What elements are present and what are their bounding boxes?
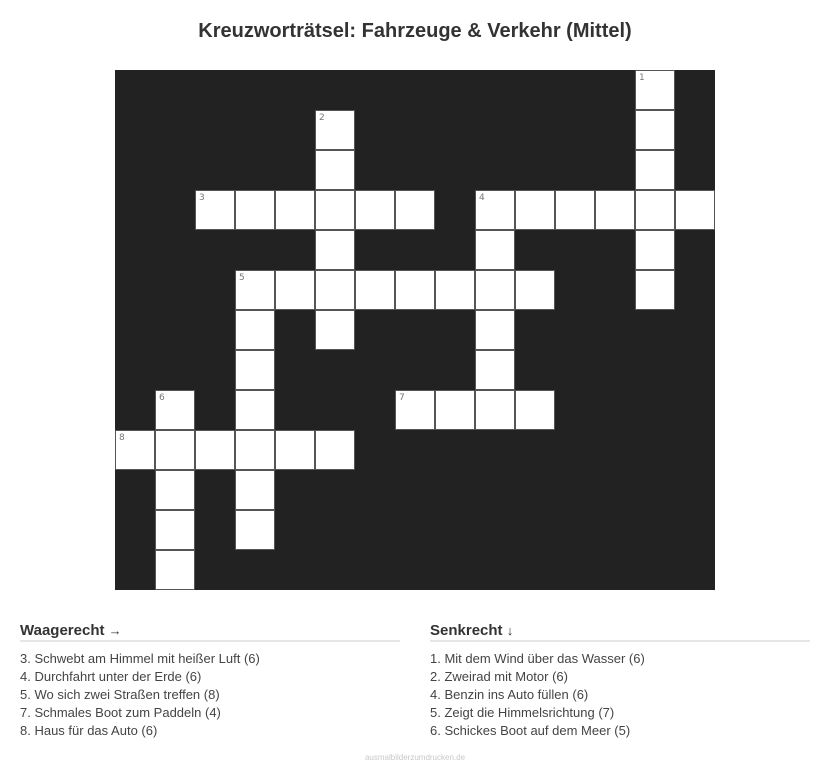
crossword-cell[interactable] [315, 190, 355, 230]
crossword-cell[interactable] [635, 110, 675, 150]
crossword-cell[interactable] [235, 270, 275, 310]
crossword-grid [115, 70, 715, 590]
crossword-cell[interactable] [235, 190, 275, 230]
clue-item: 1. Mit dem Wind über das Wasser (6) [430, 651, 645, 666]
clue-item: 4. Durchfahrt unter der Erde (6) [20, 669, 202, 684]
clue-number: 4 [479, 193, 485, 203]
arrow-right-icon: → [108, 623, 122, 638]
clues-across-heading [20, 622, 400, 642]
crossword-cell[interactable] [635, 190, 675, 230]
crossword-cell[interactable] [635, 270, 675, 310]
clues-across-title: Waagerecht [20, 622, 105, 639]
crossword-cell[interactable] [235, 510, 275, 550]
crossword-cell[interactable] [235, 350, 275, 390]
crossword-cell[interactable] [435, 270, 475, 310]
crossword-cell[interactable] [275, 270, 315, 310]
crossword-cell[interactable] [155, 550, 195, 590]
crossword-cell[interactable] [595, 190, 635, 230]
crossword-cell[interactable] [275, 430, 315, 470]
crossword-cell[interactable] [235, 310, 275, 350]
crossword-cell[interactable] [155, 470, 195, 510]
clue-number: 7 [399, 393, 405, 403]
crossword-cell[interactable] [235, 390, 275, 430]
crossword-cell[interactable] [435, 390, 475, 430]
crossword-cell[interactable] [395, 190, 435, 230]
crossword-cell[interactable] [115, 430, 155, 470]
crossword-cell[interactable] [195, 190, 235, 230]
clue-item: 3. Schwebt am Himmel mit heißer Luft (6) [20, 651, 260, 666]
clue-number: 8 [119, 433, 125, 443]
crossword-cell[interactable] [315, 270, 355, 310]
crossword-cell[interactable] [515, 390, 555, 430]
crossword-cell[interactable] [235, 470, 275, 510]
crossword-cell[interactable] [475, 190, 515, 230]
arrow-down-icon: ↓ [506, 623, 514, 638]
crossword-cell[interactable] [635, 230, 675, 270]
crossword-cell[interactable] [475, 390, 515, 430]
crossword-cell[interactable] [195, 430, 235, 470]
crossword-cell[interactable] [275, 190, 315, 230]
crossword-cell[interactable] [235, 430, 275, 470]
crossword-cell[interactable] [635, 70, 675, 110]
clues-across [20, 622, 400, 740]
crossword-cell[interactable] [635, 150, 675, 190]
clues-down [430, 622, 810, 740]
crossword-cell[interactable] [475, 350, 515, 390]
crossword-cell[interactable] [475, 270, 515, 310]
crossword-cell[interactable] [155, 430, 195, 470]
crossword-cell[interactable] [475, 230, 515, 270]
crossword-cell[interactable] [355, 270, 395, 310]
crossword-cell[interactable] [515, 190, 555, 230]
clues-down-list [430, 650, 810, 740]
crossword-cell[interactable] [555, 190, 595, 230]
clue-item: 6. Schickes Boot auf dem Meer (5) [430, 723, 631, 738]
crossword-cell[interactable] [315, 150, 355, 190]
crossword-cell[interactable] [355, 190, 395, 230]
clue-item: 4. Benzin ins Auto füllen (6) [430, 687, 589, 702]
clue-item: 2. Zweirad mit Motor (6) [430, 669, 568, 684]
clues-down-heading [430, 622, 810, 642]
clues-down-title: Senkrecht [430, 622, 503, 639]
clue-number: 6 [159, 393, 165, 403]
crossword-cell[interactable] [315, 110, 355, 150]
crossword-cell[interactable] [315, 310, 355, 350]
crossword-cell[interactable] [395, 390, 435, 430]
page-title: Kreuzworträtsel: Fahrzeuge & Verkehr (Mittel) [198, 20, 632, 42]
crossword-cell[interactable] [155, 390, 195, 430]
crossword-cell[interactable] [475, 310, 515, 350]
clue-item: 8. Haus für das Auto (6) [20, 723, 158, 738]
crossword-cell[interactable] [395, 270, 435, 310]
clue-item: 5. Wo sich zwei Straßen treffen (8) [20, 687, 220, 702]
crossword-cell[interactable] [155, 510, 195, 550]
clue-number: 1 [639, 73, 645, 83]
footer-credit: ausmalbilderzumdrucken.de [364, 753, 466, 762]
crossword-cell[interactable] [675, 190, 715, 230]
clue-number: 2 [319, 113, 325, 123]
clue-number: 3 [199, 193, 205, 203]
clue-item: 5. Zeigt die Himmelsrichtung (7) [430, 705, 615, 720]
crossword-cell[interactable] [315, 430, 355, 470]
clue-number: 5 [239, 273, 245, 283]
crossword-cell[interactable] [315, 230, 355, 270]
crossword-cell[interactable] [515, 270, 555, 310]
clue-item: 7. Schmales Boot zum Paddeln (4) [20, 705, 221, 720]
clues-across-list [20, 650, 400, 740]
